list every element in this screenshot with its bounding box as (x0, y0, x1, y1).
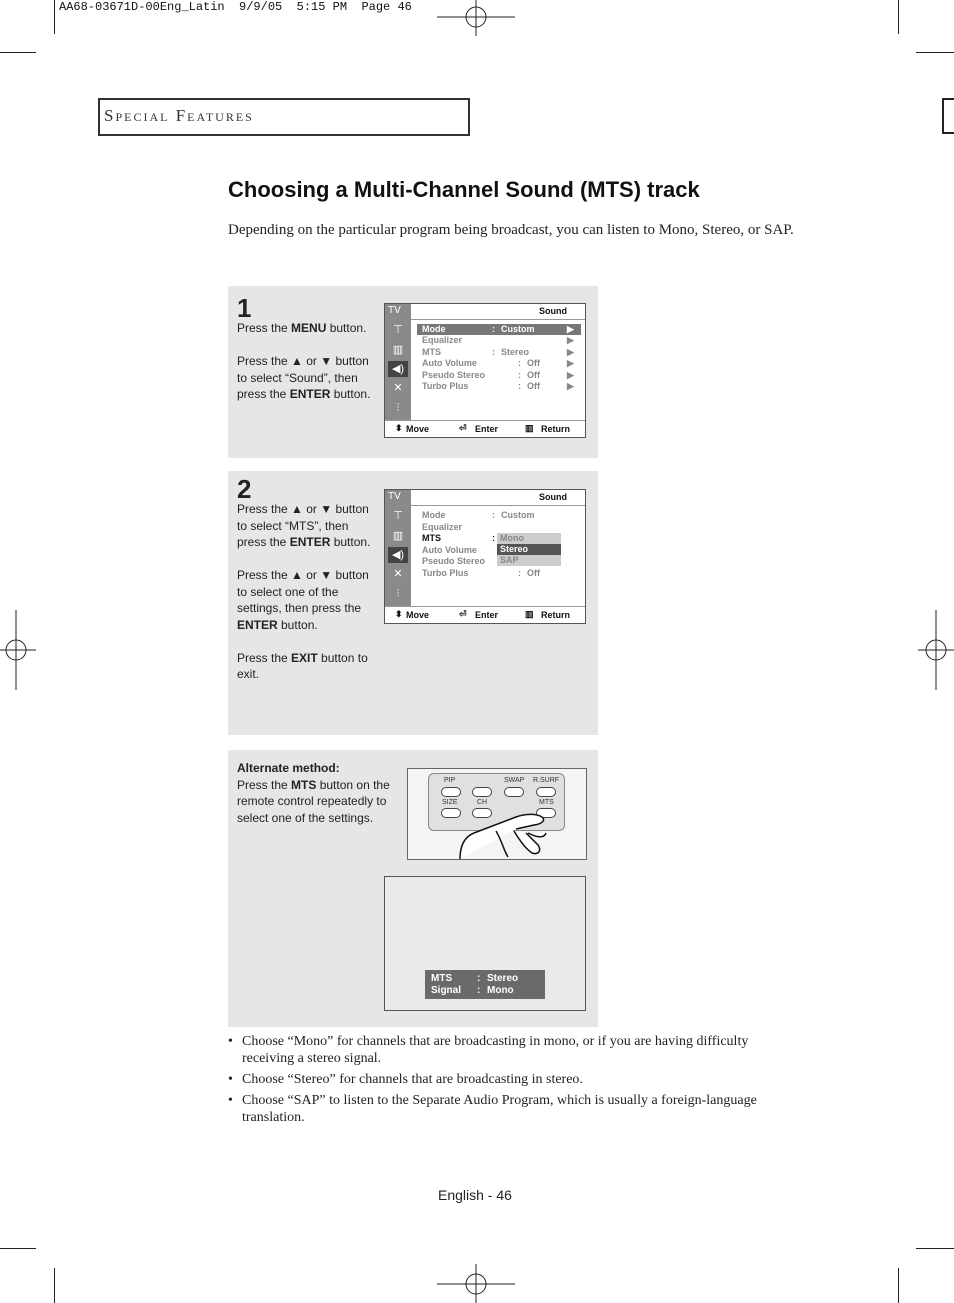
bullet-mono: • Choose “Mono” for channels that are broadcasting in mono, or if you are having difficulty receiving a stereo signal. (228, 1034, 749, 1066)
menu-footer: ⬍ Move ⏎ Enter ▥ Return (385, 420, 585, 437)
channel-icon: ▥ (392, 344, 404, 356)
picture-icon: ⊤ (393, 324, 403, 336)
channel-icon: ▥ (392, 530, 404, 542)
pip-button[interactable] (441, 787, 461, 797)
bullet-sap: • Choose “SAP” to listen to the Separate Audio Program, which is usually a foreign-language translation. (228, 1093, 757, 1125)
menu-header-rule (411, 505, 585, 506)
tv-label: TV (388, 491, 401, 502)
alternate-instructions: Alternate method: Press the MTS button on the remote control repeatedly to select one of the settings. (237, 761, 390, 825)
tv-osd-screen (384, 876, 586, 1011)
menu-sidebar (385, 304, 411, 421)
menu-row-mode: Mode : Custom ▶ (417, 324, 581, 335)
menu-header: Sound (539, 492, 567, 502)
mts-option-stereo[interactable]: Stereo (497, 544, 561, 555)
menu-footer: ⬍ Move ⏎ Enter ▥ Return (385, 606, 585, 623)
remote-label-size: SIZE (442, 799, 458, 806)
mts-option-sap[interactable]: SAP (497, 555, 561, 566)
registration-mark (0, 610, 36, 690)
crop-mark (54, 0, 55, 34)
crop-mark (54, 1268, 55, 1303)
step2-instructions: Press the ▲ or ▼ button to select “MTS”, then press the ENTER button. Press the ▲ or ▼ button to select one of the settings, then press the ENTER button. Press the EXIT button to exit. (237, 502, 371, 681)
move-icon: ⬍ (395, 423, 403, 433)
registration-mark (918, 610, 954, 690)
menu-header-rule (411, 319, 585, 320)
enter-icon: ⏎ (459, 609, 467, 619)
menu-row-turbo-plus: Turbo Plus : Off ▶ (422, 381, 574, 391)
menu-row-pseudo-stereo: Pseudo Stereo : Off ▶ (422, 370, 574, 380)
return-icon: ▥ (525, 609, 534, 619)
menu-row-mts: MTS : Stereo ▶ (422, 347, 574, 357)
remote-label-ch: CH (477, 799, 488, 806)
print-slug: AA68-03671D-00Eng_Latin 9/9/05 5:15 PM Page 46 (59, 0, 412, 14)
menu-row-pseudo-stereo: Pseudo Stereo (422, 556, 486, 566)
speaker-icon: ◀) (388, 361, 408, 377)
bullet-stereo: • Choose “Stereo” for channels that are broadcasting in stereo. (228, 1072, 583, 1087)
remote-label-rsurf: R.SURF (533, 777, 560, 784)
rsurf-button[interactable] (536, 787, 556, 797)
registration-mark (437, 1264, 517, 1303)
swap-button[interactable] (504, 787, 524, 797)
pointing-hand-icon (456, 807, 556, 859)
antenna-icon: ✕ (393, 568, 403, 580)
page-title: Choosing a Multi-Channel Sound (MTS) track (228, 177, 700, 202)
crop-mark (0, 52, 36, 53)
menu-row-mode: Mode : Custom (422, 510, 535, 520)
menu-row-auto-volume: Auto Volume : Off ▶ (422, 358, 574, 368)
menu-row-equalizer: Equalizer (422, 522, 463, 532)
osd-box: MTS : Stereo Signal : Mono (425, 970, 545, 999)
picture-icon: ⊤ (393, 510, 403, 522)
menu-row-equalizer: Equalizer ▶ (422, 335, 574, 345)
remote-control-illustration (407, 768, 587, 860)
intro-paragraph: Depending on the particular program being broadcast, you can listen to Mono, Stereo, or SAP. (228, 222, 794, 238)
remote-label-swap: SWAP (504, 777, 525, 784)
page-footer: English - 46 (438, 1187, 512, 1203)
ch-up-button[interactable] (472, 787, 492, 797)
remote-label-mts: MTS (539, 799, 554, 806)
step2-number: 2 (237, 474, 252, 504)
crop-mark (916, 1248, 954, 1249)
move-icon: ⬍ (395, 609, 403, 619)
menu-row-turbo-plus: Turbo Plus : Off (422, 568, 540, 578)
menu-sidebar (385, 490, 411, 607)
remote-label-pip: PIP (444, 777, 456, 784)
menu-row-mts: MTS : (422, 533, 495, 543)
step1-instructions: Press the MENU button. Press the ▲ or ▼ button to select “Sound”, then press the ENTER button. (237, 321, 371, 401)
menu-row-auto-volume: Auto Volume (422, 545, 477, 555)
sound-menu-screen-2 (384, 489, 586, 624)
section-title: Special Features (104, 106, 254, 125)
enter-icon: ⏎ (459, 423, 467, 433)
registration-mark (437, 0, 517, 36)
crop-mark (898, 0, 899, 34)
antenna-icon: ✕ (393, 382, 403, 394)
speaker-icon: ◀) (388, 547, 408, 563)
crop-mark (942, 98, 954, 134)
mts-option-mono[interactable]: Mono (497, 533, 561, 544)
menu-header: Sound (539, 306, 567, 316)
crop-mark (916, 52, 954, 53)
step1-number: 1 (237, 293, 252, 323)
crop-mark (0, 1248, 36, 1249)
tv-label: TV (388, 305, 401, 316)
crop-mark (898, 1268, 899, 1303)
setup-icon: ⫶ (396, 588, 400, 600)
return-icon: ▥ (525, 423, 534, 433)
setup-icon: ⫶ (396, 402, 400, 414)
sound-menu-screen-1 (384, 303, 586, 438)
